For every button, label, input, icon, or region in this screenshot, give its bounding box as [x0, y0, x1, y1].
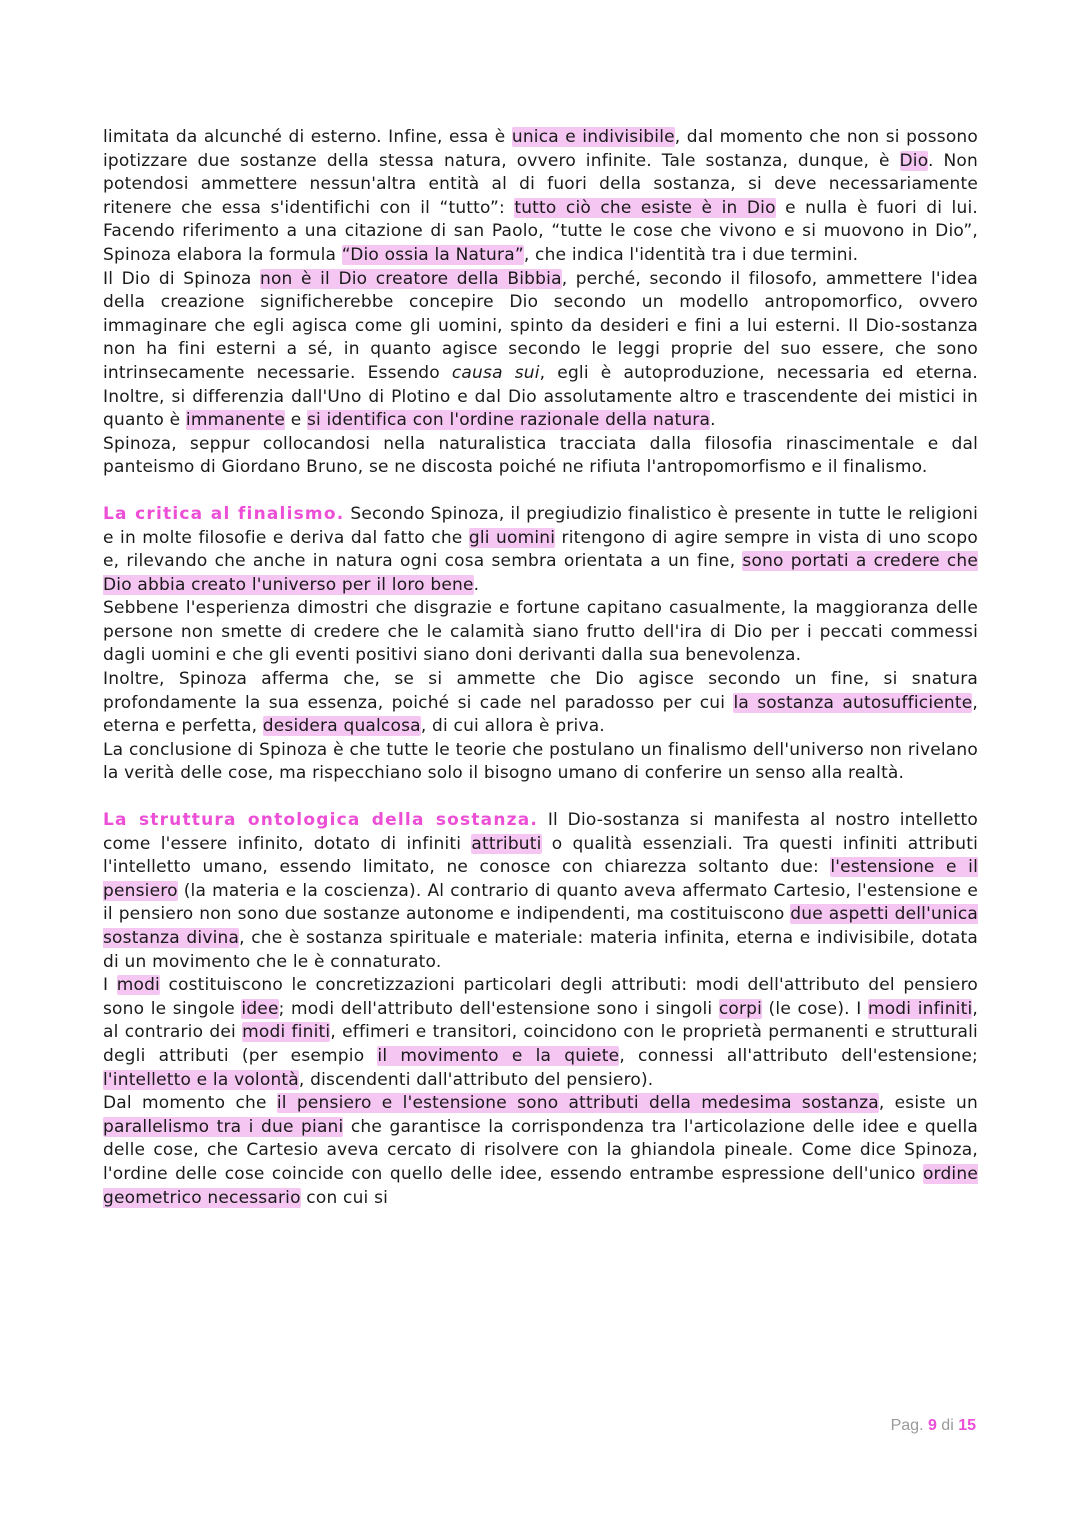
paragraph: [103, 433, 978, 480]
highlighted-text: il pensiero e l'estensione sono attributi della medesima sostanza: [276, 1093, 879, 1114]
text-run: .: [710, 410, 716, 431]
paragraph: [103, 739, 978, 786]
text-run: , di cui allora è priva.: [420, 716, 605, 737]
text-run: , al contrario dei: [103, 998, 978, 1043]
highlighted-text: modi finiti: [242, 1022, 331, 1043]
highlighted-text: attributi: [471, 833, 542, 854]
text-run: La conclusione di Spinoza è che tutte le teorie che postulano un finalismo dell'universo non rivelano la verità delle cose, ma rispecchiano solo il bisogno umano di conferire un senso alla realtà.: [103, 739, 978, 784]
highlighted-text: non è il Dio creatore della Bibbia: [259, 268, 562, 289]
page-body: [103, 126, 978, 1210]
text-run: Secondo Spinoza, il pregiudizio finalistico è presente in tutte le religioni e in molte filosofie e deriva dal fatto che: [103, 503, 979, 548]
text-run: costituiscono le concretizzazioni particolari degli attributi: modi dell'attributo del pensiero sono le singole: [103, 975, 978, 1019]
highlighted-text: la sostanza autosufficiente: [733, 692, 973, 713]
footer-prefix: Pag.: [890, 1417, 928, 1434]
highlighted-text: modi infiniti: [867, 998, 973, 1019]
text-run: .: [473, 574, 480, 595]
text-run: , esiste un: [878, 1093, 978, 1114]
paragraph: [103, 597, 978, 668]
highlighted-text: desidera qualcosa: [262, 716, 421, 737]
highlighted-text: l'intelletto e la volontà: [103, 1069, 299, 1090]
text-run: (la materia e la coscienza). Al contrario di quanto aveva affermato Cartesio, l'estensione e il pensiero non sono due sostanze autonome e indipendenti, ma costituiscono: [103, 880, 978, 925]
paragraph: [103, 974, 978, 1092]
text-run: Il Dio-sostanza si manifesta al nostro intelletto come l'essere infinito, dotato di infiniti: [103, 810, 978, 854]
text-run: , egli è autoproduzione, necessaria ed eterna. Inoltre, si differenzia dall'Uno di Plotino e dal Dio assolutamente altro e trascendente dei mistici in quanto è: [103, 362, 978, 431]
text-run: e nulla è fuori di lui. Facendo riferimento a una citazione di san Paolo, “tutte le cose che vivono e si muovono in Dio”, Spinoza elabora la formula: [103, 197, 978, 265]
highlighted-text: parallelismo tra i due piani: [103, 1116, 344, 1137]
highlighted-text: immanente: [185, 410, 286, 431]
highlighted-text: si identifica con l'ordine razionale della natura: [306, 410, 711, 431]
footer-middle: di: [936, 1417, 959, 1434]
highlighted-text: idee: [241, 998, 279, 1019]
paragraph-gap: [103, 480, 978, 503]
highlighted-text: il movimento e la quiete: [377, 1045, 620, 1066]
text-run: , che è sostanza spirituale e materiale: materia infinita, eterna e indivisibile, dotata di un movimento che le è connaturato.: [103, 928, 978, 972]
text-run: , eterna e perfetta,: [103, 692, 979, 737]
text-run: , connessi all'attributo dell'estensione;: [619, 1045, 978, 1066]
paragraph: [103, 1092, 978, 1210]
text-run: con cui si: [300, 1187, 389, 1208]
text-run: Spinoza, seppur collocandosi nella naturalistica tracciata dalla filosofia rinascimentale e dal panteismo di Giordano Bruno, se ne discosta poiché ne rifiuta l'antropomorfismo e il finalismo.: [103, 433, 978, 478]
text-run: , perché, secondo il filosofo, ammettere l'idea della creazione significherebbe concepire Dio secondo un modello antropomorfico, ovvero immaginare che egli agisca come gli uomini, spinto da desideri e fini a lui esterni. Il Dio-sostanza non ha fini esterni a sé, in quanto agisce secondo le leggi proprie del suo essere, che sono intrinsecamente necessarie. Essendo: [103, 268, 978, 383]
page-footer: [891, 1417, 976, 1435]
text-run: ; modi dell'attributo dell'estensione sono i singoli: [278, 998, 719, 1019]
text-run: , discendenti dall'attributo del pensiero).: [298, 1069, 654, 1090]
highlighted-text: unica e indivisibile: [511, 127, 675, 147]
highlighted-text: modi: [116, 975, 160, 996]
text-run: (le cose). I: [762, 998, 868, 1019]
text-run: Inoltre, Spinoza afferma che, se si ammette che Dio agisce secondo un fine, si snatura profondamente la sua essenza, poiché si cade nel paradosso per cui: [103, 669, 978, 713]
text-run: ritengono di agire sempre in vista di uno scopo e, rilevando che anche in natura ogni cosa sembra orientata a un fine,: [103, 527, 978, 572]
italic-text: causa sui: [451, 362, 540, 383]
paragraph: [103, 268, 978, 433]
highlighted-text: gli uomini: [468, 527, 556, 548]
text-run: . Non potendosi ammettere nessun'altra entità al di fuori della sostanza, si deve necessariamente ritenere che essa s'identifichi con il “tutto”:: [103, 150, 979, 218]
highlighted-text: ordine geometrico necessario: [103, 1163, 978, 1208]
footer-page-number: 9: [927, 1417, 937, 1434]
text-run: , che indica l'identità tra i due termini.: [523, 244, 859, 265]
text-run: Sebbene l'esperienza dimostri che disgrazie e fortune capitano casualmente, la maggioranza delle persone non smette di credere che le calamità siano frutto dell'ira di Dio per i peccati commessi dagli uomini e che gli eventi positivi siano doni derivanti dalla sua benevolenza.: [103, 598, 978, 666]
paragraph: [103, 668, 978, 739]
text-run: , dal momento che non si possono ipotizzare due sostanze della stessa natura, ovvero infinite. Tale sostanza, dunque, è: [103, 127, 978, 171]
highlighted-text: due aspetti dell'unica sostanza divina: [103, 904, 979, 948]
text-run: limitata da alcunché di esterno. Infine, essa è: [103, 127, 512, 147]
section-heading: La critica al finalismo.: [103, 503, 345, 524]
text-run: Dal momento che: [103, 1093, 277, 1114]
text-run: o qualità essenziali. Tra questi infiniti attributi l'intelletto umano, essendo limitato, ne conosce con chiarezza soltanto due:: [103, 833, 979, 878]
paragraph: [103, 126, 978, 268]
text-run: , effimeri e transitori, coincidono con le proprietà permanenti e strutturali degli attributi (per esempio: [103, 1022, 978, 1066]
highlighted-text: l'estensione e il pensiero: [103, 857, 978, 901]
highlighted-text: sono portati a credere che Dio abbia creato l'universo per il loro bene: [103, 551, 978, 595]
paragraph: [103, 503, 978, 597]
footer-page-total: 15: [958, 1417, 976, 1434]
highlighted-text: Dio: [899, 150, 929, 171]
text-run: Il Dio di Spinoza: [103, 268, 260, 289]
text-run: che garantisce la corrispondenza tra l'articolazione delle idee e quella delle cose, che Cartesio aveva cercato di risolvere con la ghiandola pineale. Come dice Spinoza, l'ordine delle cose coincide con quello delle idee, essendo entrambe espressione dell'unico: [103, 1116, 978, 1184]
text-run: I: [103, 975, 117, 996]
paragraph-gap: [103, 786, 978, 809]
section-heading: La struttura ontologica della sostanza.: [103, 810, 539, 831]
highlighted-text: corpi: [718, 998, 763, 1019]
highlighted-text: tutto ciò che esiste è in Dio: [514, 197, 776, 218]
highlighted-text: “Dio ossia la Natura”: [341, 244, 524, 265]
text-run: e: [285, 410, 307, 431]
paragraph: [103, 809, 978, 974]
